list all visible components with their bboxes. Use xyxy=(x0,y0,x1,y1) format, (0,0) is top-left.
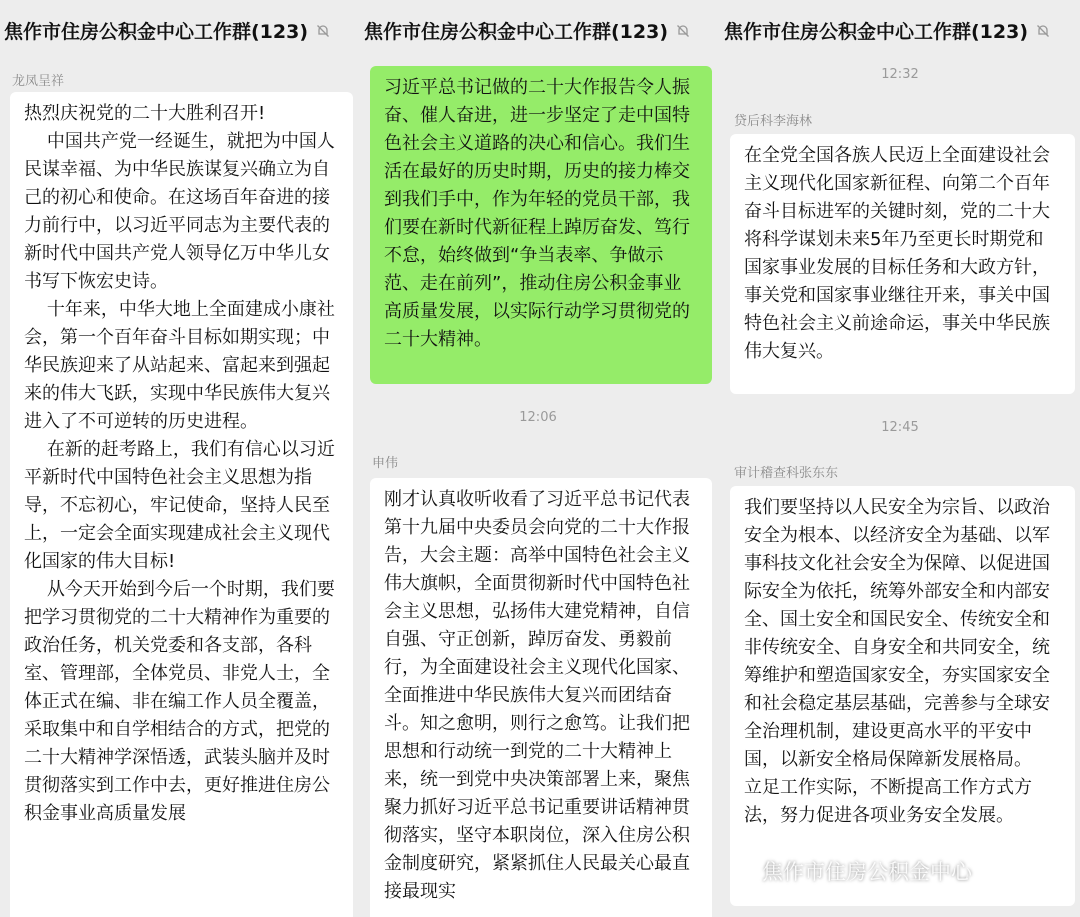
chat-panel-2 xyxy=(360,0,716,917)
chat-panel-3 xyxy=(720,0,1080,917)
chat-title-text: 焦作市住房公积金中心工作群(123) xyxy=(724,21,1029,43)
watermark-text: 焦作市住房公积金中心 xyxy=(762,860,972,884)
chat-title-text: 焦作市住房公积金中心工作群(123) xyxy=(4,21,309,43)
chat-title[interactable] xyxy=(720,0,1080,62)
chat-panel-1 xyxy=(0,0,356,917)
chat-title-text: 焦作市住房公积金中心工作群(123) xyxy=(364,21,669,43)
sender-name: 申伟 xyxy=(372,456,399,471)
message-bubble[interactable]: 在全党全国各族人民迈上全面建设社会主义现代化国家新征程、向第二个百年奋斗目标进军的关键时刻，党的二十大将科学谋划未来5年乃至更长时期党和国家事业发展的目标任务和大政方针，事关党和国家事业继往开来，事关中国特色社会主义前途命运，事关中华民族伟大复兴。 xyxy=(730,134,1075,394)
watermark xyxy=(734,856,972,886)
message-bubble[interactable]: 热烈庆祝党的二十大胜利召开! 中国共产党一经诞生，就把为中国人民谋幸福、为中华民族谋复兴确立为自己的初心和使命。在这场百年奋进的接力前行中，以习近平同志为主要代表的新时代中国共产党人领导亿万中华儿女书写下恢宏史诗。 十年来，中华大地上全面建成小康社会，第一个百年奋斗目标如期实现；中华民族迎来了从站起来、富起来到强起来的伟大飞跃，实现中华民族伟大复兴进入了不可逆转的历史进程。 在新的赶考路上，我们有信心以习近平新时代中国特色社会主义思想为指导，不忘初心，牢记使命，坚持人民至上，一定会全面实现建成社会主义现代化国家的伟大目标! 从今天开始到今后一个时期，我们要把学习贯彻党的二十大精神作为重要的政治任务，机关党委和各支部，各科室、管理部，全体党员、非党人士，全体正式在编、非在编工作人员全覆盖，采取集中和自学相结合的方式，把党的二十大精神学深悟透，武装头脑并及时贯彻落实到工作中去，更好推进住房公积金事业高质量发展 xyxy=(10,92,353,917)
message-time: 12:45 xyxy=(881,420,919,435)
message-bubble[interactable]: 我们要坚持以人民安全为宗旨、以政治安全为根本、以经济安全为基础、以军事科技文化社会安全为保障、以促进国际安全为依托，统筹外部安全和内部安全、国土安全和国民安全、传统安全和非传统安全、自身安全和共同安全，统筹维护和塑造国家安全，夯实国家安全和社会稳定基层基础，完善参与全球安全治理机制，建设更高水平的平安中国，以新安全格局保障新发展格局。 立足工作实际，不断提高工作方式方法，努力促进各项业务安全发展。 xyxy=(730,486,1075,906)
message-bubble[interactable]: 刚才认真收听收看了习近平总书记代表第十九届中央委员会向党的二十大作报告，大会主题：高举中国特色社会主义伟大旗帜，全面贯彻新时代中国特色社会主义思想，弘扬伟大建党精神，自信自强、守正创新，踔厉奋发、勇毅前行，为全面建设社会主义现代化国家、全面推进中华民族伟大复兴而团结奋斗。知之愈明，则行之愈笃。让我们把思想和行动统一到党的二十大精神上来，统一到党中央决策部署上来，聚焦聚力抓好习近平总书记重要讲话精神贯彻落实，坚守本职岗位，深入住房公积金制度研究，紧紧抓住人民最关心最直接最现实 xyxy=(370,478,712,917)
mute-bell-icon xyxy=(1036,24,1050,38)
sender-name: 审计稽查科张东东 xyxy=(734,466,839,481)
chat-title[interactable] xyxy=(360,0,716,62)
message-time: 12:32 xyxy=(881,67,919,82)
wechat-icon xyxy=(734,862,756,884)
sender-name: 龙凤呈祥 xyxy=(12,74,65,89)
mute-bell-icon xyxy=(316,24,330,38)
sender-name: 贷后科李海林 xyxy=(734,114,813,129)
own-message-bubble[interactable]: 习近平总书记做的二十大作报告令人振奋、催人奋进，进一步坚定了走中国特色社会主义道路的决心和信心。我们生活在最好的历史时期，历史的接力棒交到我们手中，作为年轻的党员干部，我们要在新时代新征程上踔厉奋发、笃行不怠，始终做到“争当表率、争做示范、走在前列”，推动住房公积金事业高质量发展，以实际行动学习贯彻党的二十大精神。 xyxy=(370,66,712,384)
mute-bell-icon xyxy=(676,24,690,38)
message-time: 12:06 xyxy=(519,410,557,425)
chat-title[interactable] xyxy=(0,0,356,62)
